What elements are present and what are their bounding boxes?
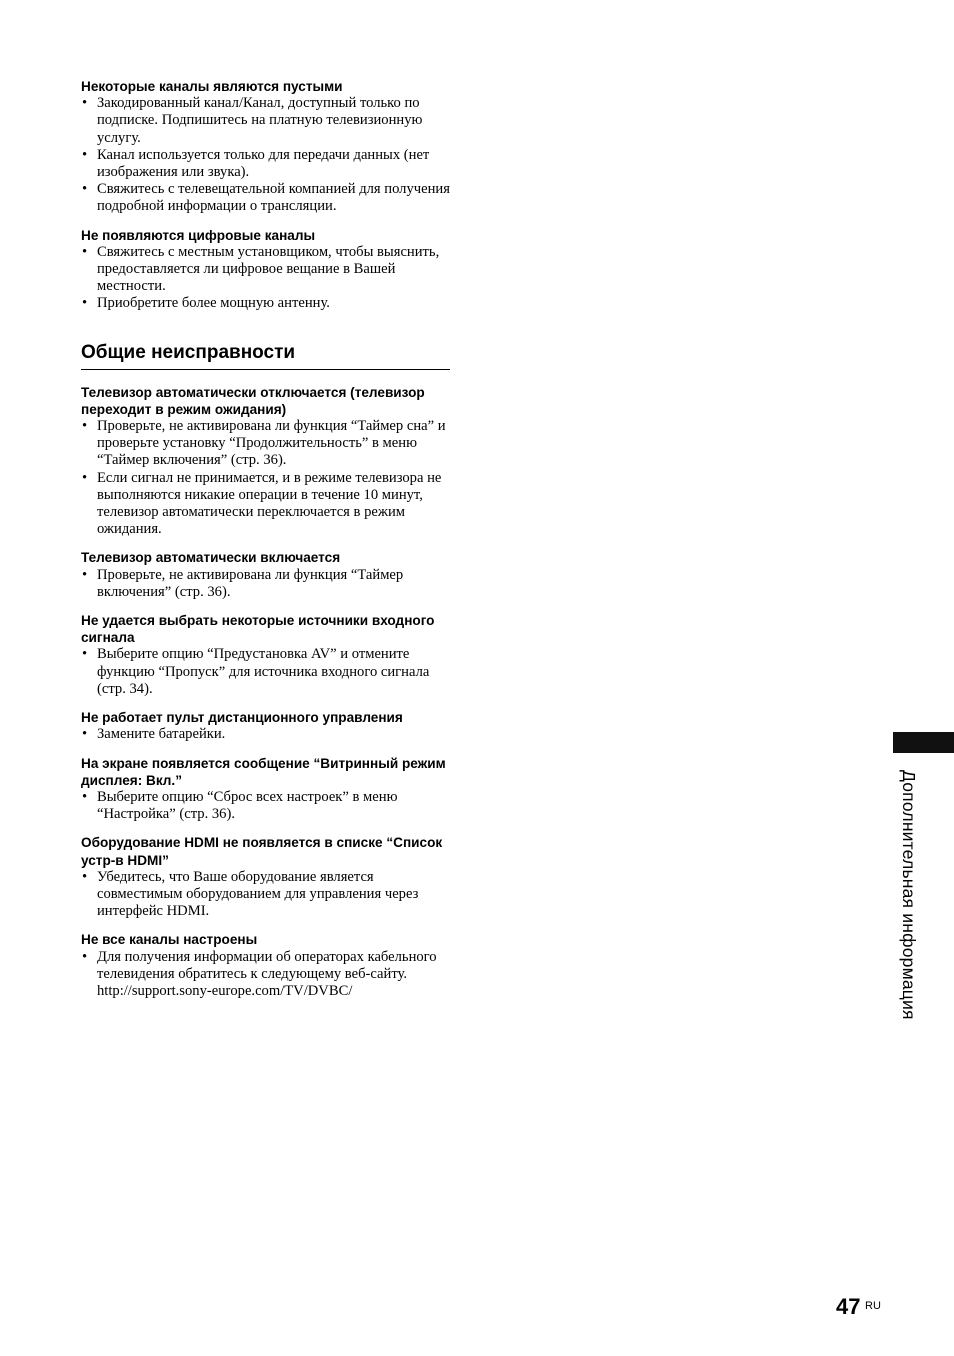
list-item: • Для получения информации об операторах кабельного телевидения обратитесь к следующему веб-сайту. http://support.sony-europe.com/TV/DVBC/	[81, 949, 451, 1001]
bullet-list	[81, 949, 451, 1001]
main-column	[81, 78, 451, 1000]
list-item: • Закодированный канал/Канал, доступный только по подписке. Подпишитесь на платную телевизионную услугу.	[81, 95, 451, 147]
section-showroom-mode	[81, 755, 451, 824]
list-item: • Если сигнал не принимается, и в режиме телевизора не выполняются никакие операции в течение 10 минут, телевизор автоматически переключается в режим ожидания.	[81, 470, 451, 539]
list-item: • Замените батарейки.	[81, 726, 451, 743]
bullet-list	[81, 567, 451, 601]
section-hdmi-list	[81, 834, 451, 920]
list-item: • Проверьте, не активирована ли функция “Таймер сна” и проверьте установку “Продолжительность” в меню “Таймер включения” (стр. 36).	[81, 418, 451, 470]
section-heading: На экране появляется сообщение “Витринный режим дисплея: Вкл.”	[81, 755, 446, 788]
bullet-list	[81, 789, 451, 823]
page-section-title: Общие неисправности	[81, 341, 450, 370]
section-heading: Некоторые каналы являются пустыми	[81, 79, 343, 94]
list-item: • Проверьте, не активирована ли функция “Таймер включения” (стр. 36).	[81, 567, 451, 601]
section-heading: Не удается выбрать некоторые источники входного сигнала	[81, 613, 435, 646]
list-item: • Свяжитесь с телевещательной компанией для получения подробной информации о трансляции.	[81, 181, 451, 215]
page-number: 47	[836, 1294, 861, 1319]
section-not-all-channels	[81, 931, 451, 1000]
list-item: • Выберите опцию “Сброс всех настроек” в меню “Настройка” (стр. 36).	[81, 789, 451, 823]
list-item: • Канал используется только для передачи данных (нет изображения или звука).	[81, 147, 451, 181]
section-heading: Не все каналы настроены	[81, 932, 258, 948]
list-item: • Приобретите более мощную антенну.	[81, 295, 451, 312]
section-heading: Не появляются цифровые каналы	[81, 227, 316, 243]
section-heading: Телевизор автоматически включается	[81, 550, 341, 566]
section-remote-control	[81, 709, 451, 743]
list-item: • Выберите опцию “Предустановка AV” и отмените функцию “Пропуск” для источника входного сигнала (стр. 34).	[81, 646, 451, 698]
side-tab-label: Дополнительная информация	[899, 770, 919, 1020]
section-auto-off	[81, 384, 451, 539]
page-language-suffix: RU	[865, 1300, 881, 1312]
section-auto-on	[81, 549, 451, 601]
list-item: • Убедитесь, что Ваше оборудование является совместимым оборудованием для управления через интерфейс HDMI.	[81, 869, 451, 921]
bullet-list	[81, 869, 451, 921]
section-heading: Не работает пульт дистанционного управления	[81, 710, 403, 726]
bullet-list	[81, 244, 451, 313]
bullet-list	[81, 726, 451, 743]
bullet-list	[81, 95, 451, 215]
section-heading: Оборудование HDMI не появляется в списке “Список устр-в HDMI”	[81, 835, 443, 868]
section-input-sources	[81, 612, 451, 698]
section-empty-channels	[81, 78, 451, 216]
section-heading: Телевизор автоматически отключается (телевизор переходит в режим ожидания)	[81, 384, 425, 417]
section-no-digital-channels	[81, 227, 451, 313]
list-item: • Свяжитесь с местным установщиком, чтобы выяснить, предоставляется ли цифровое вещание в Вашей местности.	[81, 244, 451, 296]
bullet-list	[81, 418, 451, 538]
bullet-list	[81, 646, 451, 698]
section-tab-marker	[893, 732, 954, 753]
